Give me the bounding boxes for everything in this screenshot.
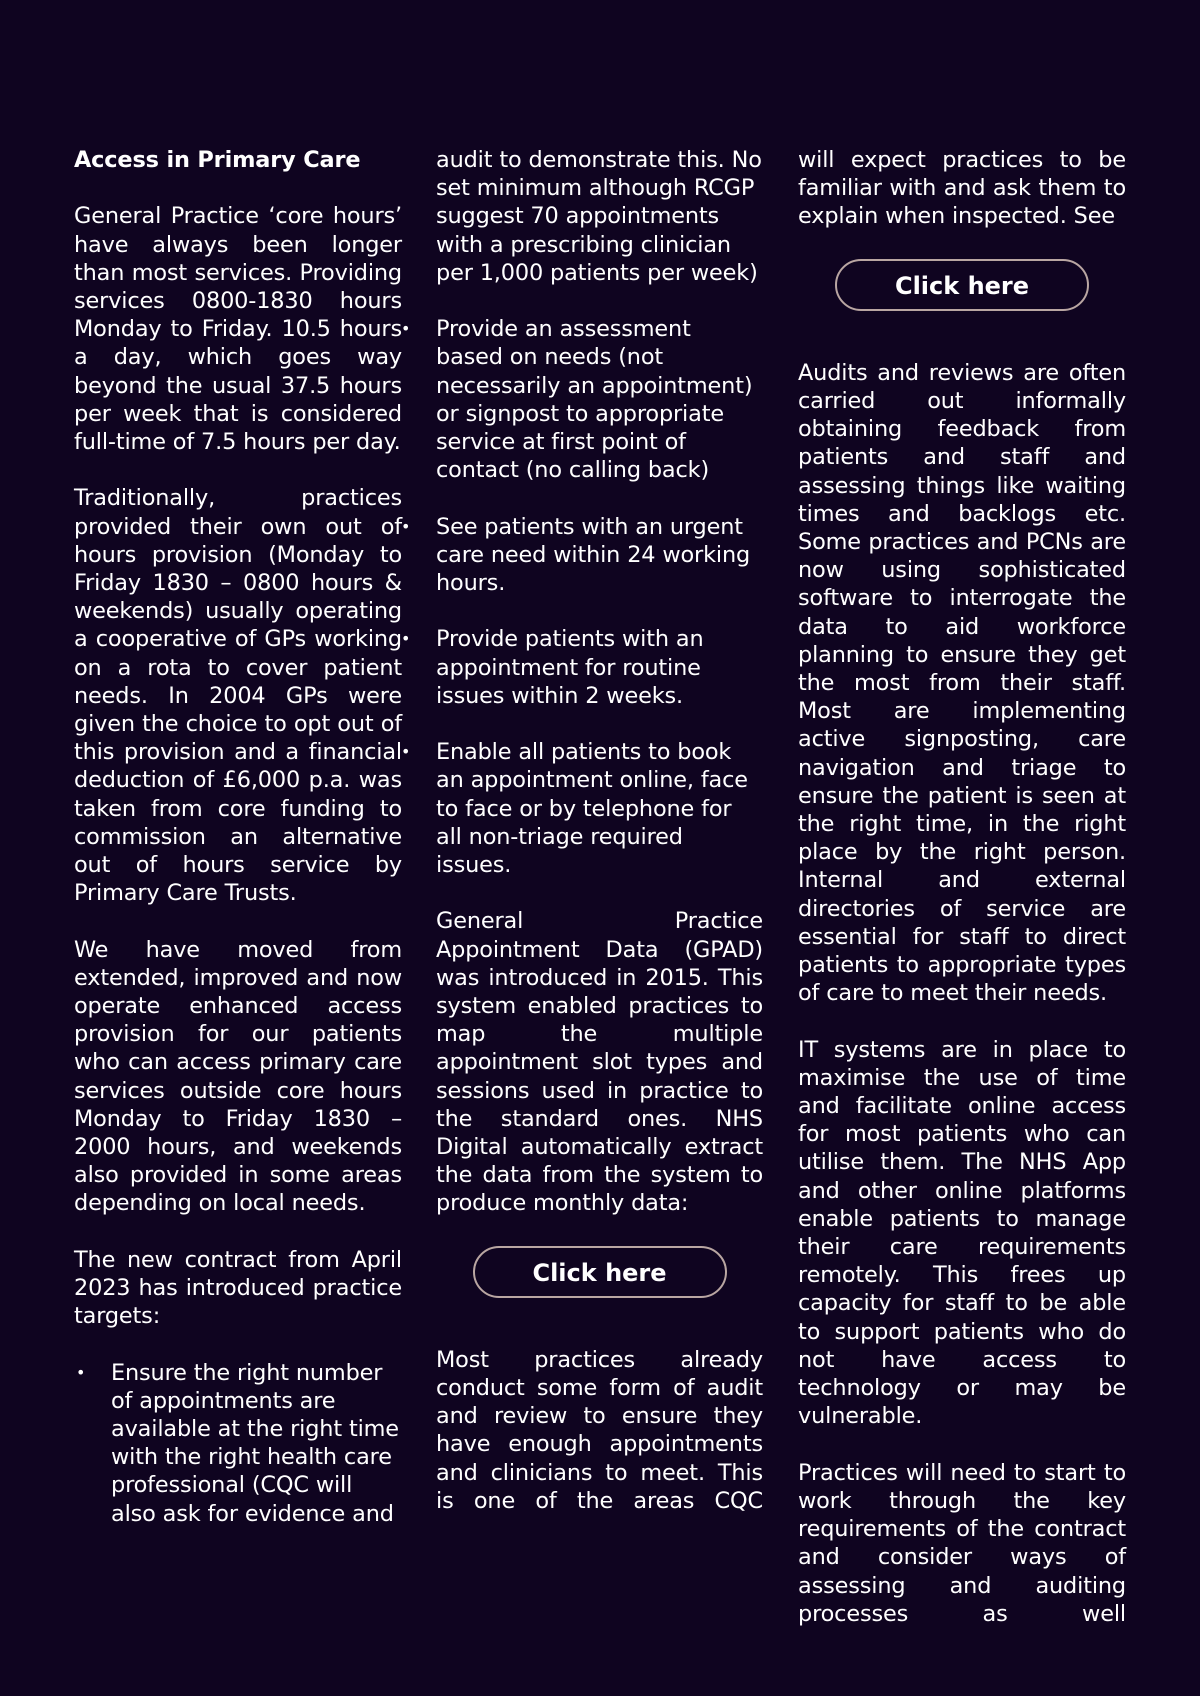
bullet-icon: • (401, 516, 411, 536)
gpad-click-here-button[interactable]: Click here (473, 1246, 727, 1298)
column-2 (401, 146, 763, 1543)
gpad-button-wrap (436, 1246, 763, 1298)
cqc-button-wrap (798, 259, 1126, 311)
list-item (399, 625, 763, 710)
practices-requirements-paragraph: Practices will need to start to work through the key requirements of the contract and consider ways of assessing and auditing processes as well (798, 1459, 1126, 1627)
gpad-paragraph: General Practice Appointment Data (GPAD) was introduced in 2015. This system enabled practices to map the multiple appointment slot types and sessions used in practice to the standard ones. NHS Digital automatically extract the data from the system to produce monthly data: (436, 908, 763, 1217)
list-item-text: Enable all patients to book an appointment online, face to face or by telephone for all non-triage required issues. (436, 739, 748, 879)
bullet-icon: • (401, 742, 411, 762)
audits-reviews-paragraph: Audits and reviews are often carried out informally obtaining feedback from patients and staff and assessing things like waiting times and backlogs etc. Some practices and PCNs are now using sophisticated software to interrogate the data to aid workforce planning to ensure they get the most from their staff. Most are implementing active signposting, care navigation and triage to ensure the patient is seen at the right time, in the right place by the right person. Internal and external directories of service are essential for staff to direct patients to appropriate types of care to meet their needs. (798, 359, 1126, 1007)
list-item (74, 1359, 402, 1528)
targets-list (74, 1359, 402, 1528)
bullet-icon: • (401, 319, 411, 339)
section-heading: Access in Primary Care (74, 147, 361, 173)
list-item (399, 315, 763, 484)
contract-targets-paragraph: The new contract from April 2023 has introduced practice targets: (74, 1246, 402, 1330)
list-item-text: Ensure the right number of appointments are available at the right time with the right health care professional (CQC will also ask for evidence and (111, 1359, 399, 1527)
list-item-text: See patients with an urgent care need within 24 working hours. (436, 513, 751, 597)
list-item-text: Provide patients with an appointment for routine issues within 2 weeks. (436, 626, 704, 709)
enhanced-access-paragraph: We have moved from extended, improved and now operate enhanced access provision for our patients who can access primary care services outside core hours Monday to Friday 1830 – 2000 hours, and weekends also provided in some areas depending on local needs. (74, 936, 402, 1217)
audit-paragraph: Most practices already conduct some form of audit and review to ensure they have enough appointments and clinicians to meet. This is one of the areas CQC (436, 1346, 763, 1514)
targets-list-continued (399, 315, 763, 879)
list-item-text: audit to demonstrate this. No set minimum although RCGP suggest 70 appointments with a prescribing clinician per 1,000 patients per week) (436, 147, 762, 286)
column-3 (798, 146, 1126, 1656)
column-1 (74, 146, 402, 1556)
cqc-click-here-button[interactable]: Click here (835, 259, 1089, 311)
list-item-text: Provide an assessment based on needs (not necessarily an appointment) or signpost to appropriate service at first point of contact (no calling back) (436, 316, 753, 484)
list-item (399, 738, 763, 879)
bullet-icon: • (401, 629, 411, 649)
it-systems-paragraph: IT systems are in place to maximise the use of time and facilitate online access for most patients who can utilise them. The NHS App and other online platforms enable patients to manage their care requirements remotely. This frees up capacity for staff to be able to support patients who do not have access to technology or may be vulnerable. (798, 1036, 1126, 1430)
list-item (399, 513, 763, 598)
bullet-icon: • (76, 1362, 86, 1382)
core-hours-paragraph: General Practice ‘core hours’ have always been longer than most services. Providing services 0800-1830 hours Monday to Friday. 10.5 hours a day, which goes way beyond the usual 37.5 hours per week that is considered full-time of 7.5 hours per day. (74, 203, 402, 456)
out-of-hours-paragraph: Traditionally, practices provided their own out of hours provision (Monday to Friday 1830 – 0800 hours & weekends) usually operating a cooperative of GPs working on a rota to cover patient needs. In 2004 GPs were given the choice to opt out of this provision and a financial deduction of £6,000 p.a. was taken from core funding to commission an alternative out of hours service by Primary Care Trusts. (74, 485, 402, 907)
list-item-continuation (399, 146, 763, 287)
cqc-expectation-paragraph: will expect practices to be familiar with and ask them to explain when inspected. See (798, 147, 1126, 230)
